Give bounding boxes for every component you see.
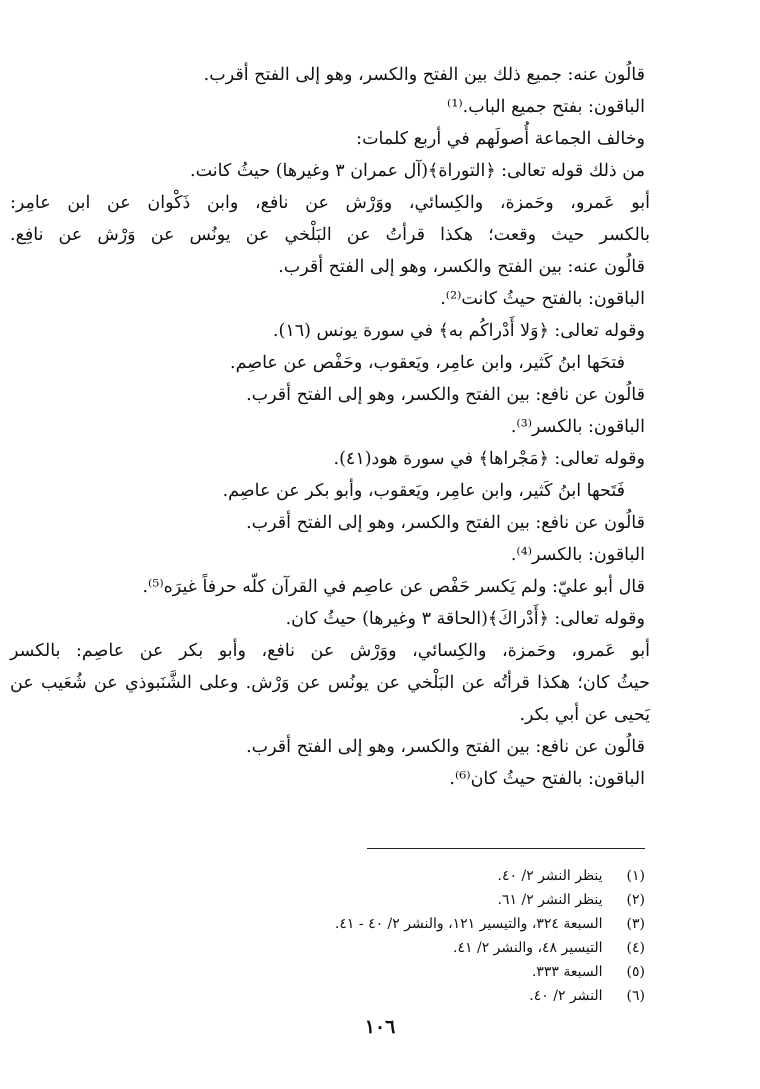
text-line: قالُون عن نافع: بين الفتح والكسر، وهو إلى الفتح أقرب. [246,737,645,757]
footnote [215,914,645,938]
footnote [215,890,645,914]
footnote [215,866,645,890]
text-line: الباقون: بفتح جميع الباب.⁽¹⁾ [447,97,645,117]
text-line: قالُون عنه: بين الفتح والكسر، وهو إلى الفتح أقرب. [278,257,645,277]
text-line: وقوله تعالى: ﴿أَدْراكَ﴾(الحاقة ٣ وغيرها) حيثُ كان. [285,609,645,629]
text-line: الباقون: بالفتح حيثُ كانت⁽²⁾. [440,289,645,309]
text-line: قالُون عنه: جميع ذلك بين الفتح والكسر، وهو إلى الفتح أقرب. [203,65,645,85]
text-line: فتحَها ابنُ كَثير، وابن عامِر، ويَعقوب، وحَفْص عن عاصِم. [230,353,625,373]
footnote-text: السبعة ٣٣٣. [531,964,603,980]
text-line: وقوله تعالى: ﴿وَلا أَدْراكُم به﴾ في سورة يونس (١٦). [272,321,645,341]
footnote-number: (٤) [626,940,645,956]
text-line: بالكسر حيث وقعت؛ هكذا قرأتُ عن البَلْخي عن يونُس عن وَرْش عن نافِع. [10,225,650,245]
footnote-divider [367,848,645,849]
text-line: من ذلك قوله تعالى: ﴿التوراة﴾(آل عمران ٣ وغيرها) حيثُ كانت. [190,161,645,181]
footnote-text: السبعة ٣٢٤، والتيسير ١٢١، والنشر ٢/ ٤٠ - ٤١. [334,916,603,932]
page-number: ١٠٦ [364,1016,396,1038]
footnote-number: (٥) [626,964,645,980]
footnote-text: ينظر النشر ٢/ ٤٠. [497,868,603,884]
footnote [215,986,645,1010]
text-line: أبو عَمرو، وحَمزة، والكِسائي، ووَرْش عن نافع، وأبو بكر عن عاصِم: بالكسر [10,641,650,661]
text-line: حيثُ كان؛ هكذا قرأتُه عن البَلْخي عن يونُس عن وَرْش. وعلى الشَّنَبوذي عن شُعَيب عن [10,673,650,693]
footnote [215,938,645,962]
text-line: الباقون: بالفتح حيثُ كان⁽⁶⁾. [449,769,645,789]
footnote-text: التيسير ٤٨، والنشر ٢/ ٤١. [453,940,603,956]
footnote-number: (٣) [626,916,645,932]
text-line: قالُون عن نافع: بين الفتح والكسر، وهو إلى الفتح أقرب. [246,385,645,405]
footnote-number: (٦) [626,988,645,1004]
footnote-text: ينظر النشر ٢/ ٦١. [497,892,603,908]
main-text [10,62,650,798]
footnotes [215,866,645,1010]
text-line: الباقون: بالكسر⁽⁴⁾. [510,545,645,565]
text-line: وخالف الجماعة أُصولَهم في أربع كلمات: [356,129,645,149]
text-line: يَحيى عن أبي بكر. [519,705,650,725]
text-line: أبو عَمرو، وحَمزة، والكِسائي، ووَرْش عن نافع، وابن ذَكْوان عن ابن عامِر: [10,193,650,213]
footnote-text: النشر ٢/ ٤٠. [529,988,603,1004]
text-line: وقوله تعالى: ﴿مَجْراها﴾ في سورة هود(٤١). [333,449,645,469]
footnote-number: (٢) [626,892,645,908]
text-line: قالُون عن نافع: بين الفتح والكسر، وهو إلى الفتح أقرب. [246,513,645,533]
footnote [215,962,645,986]
text-line: فَتَحها ابنُ كَثير، وابن عامِر، ويَعقوب، وأبو بكر عن عاصِم. [222,481,625,501]
footnote-number: (١) [626,868,645,884]
text-line: قال أبو عليّ: ولم يَكسر حَفْص عن عاصِم في القرآن كلّه حرفاً غيرَه⁽⁵⁾. [142,577,645,597]
text-line: الباقون: بالكسر⁽³⁾. [510,417,645,437]
